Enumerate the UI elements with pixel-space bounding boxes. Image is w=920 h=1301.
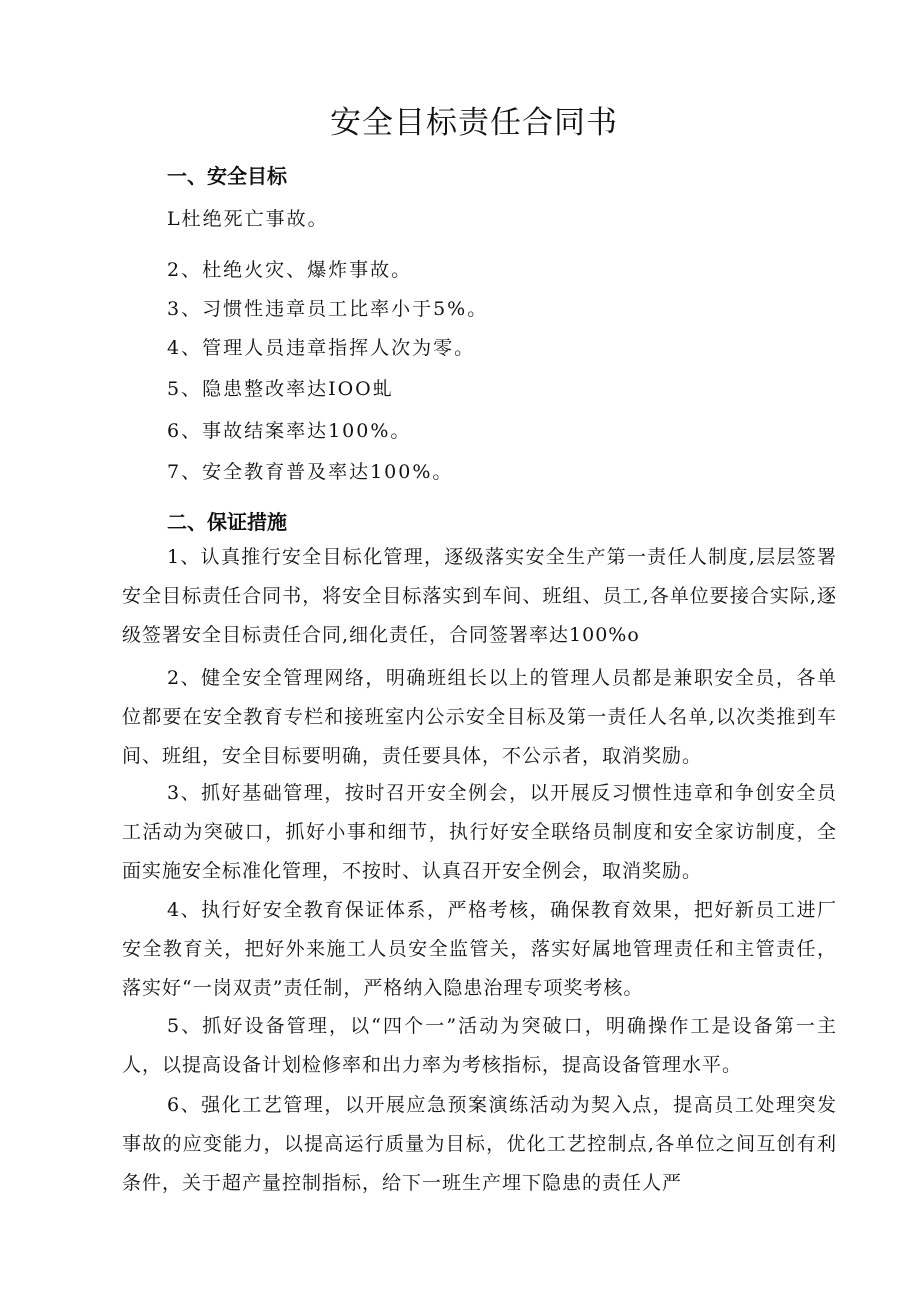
goal-item-5: 5、隐患整改率达IOO虬	[167, 378, 394, 400]
measure-paragraph-3: 3、抓好基础管理，按时召开安全例会，以开展反习惯性违章和争创安全员工活动为突破口，抓好小事和细节，执行好安全联络员制度和安全家访制度，全面实施安全标准化管理，不按时、认真召开安全例会，取消奖励。	[122, 782, 837, 882]
measure-paragraph-1: 1、认真推行安全目标化管理，逐级落实安全生产第一责任人制度,层层签署安全目标责任合同书，将安全目标落实到车间、班组、员工,各单位要接合实际,逐级签署安全目标责任合同,细化责任，合同签署率达100%o	[122, 546, 837, 646]
goal-item-4: 4、管理人员违章指挥人次为零。	[167, 337, 476, 359]
goal-item-1: L杜绝死亡事故。	[167, 208, 329, 230]
section-heading-safety-goals: 一、安全目标	[167, 164, 287, 188]
goal-item-6: 6、事故结案率达100%。	[167, 420, 412, 442]
document-title: 安全目标责任合同书	[330, 105, 618, 141]
measure-paragraph-4: 4、执行好安全教育保证体系，严格考核，确保教育效果，把好新员工进厂安全教育关，把好外来施工人员安全监管关，落实好属地管理责任和主管责任，落实好“一岗双责”责任制，严格纳入隐患治理专项奖考核。	[122, 899, 837, 999]
goal-item-2: 2、杜绝火灾、爆炸事故。	[167, 259, 413, 281]
measure-paragraph-6: 6、强化工艺管理，以开展应急预案演练活动为契入点，提高员工处理突发事故的应变能力，以提高运行质量为目标，优化工艺控制点,各单位之间互创有利条件，关于超产量控制指标，给下一班生产埋下隐患的责任人严	[122, 1094, 837, 1194]
goal-item-7: 7、安全教育普及率达100%。	[167, 461, 454, 483]
measure-paragraph-5: 5、抓好设备管理，以“四个一”活动为突破口，明确操作工是设备第一主人，以提高设备计划检修率和出力率为考核指标，提高设备管理水平。	[122, 1015, 837, 1076]
measure-paragraph-2: 2、健全安全管理网络，明确班组长以上的管理人员都是兼职安全员，各单位都要在安全教育专栏和接班室内公示安全目标及第一责任人名单,以次类推到车间、班组，安全目标要明确，责任要具体，不公示者，取消奖励。	[122, 667, 837, 767]
goal-item-3: 3、习惯性违章员工比率小于5%。	[167, 298, 489, 320]
section-heading-measures: 二、保证措施	[167, 510, 287, 534]
